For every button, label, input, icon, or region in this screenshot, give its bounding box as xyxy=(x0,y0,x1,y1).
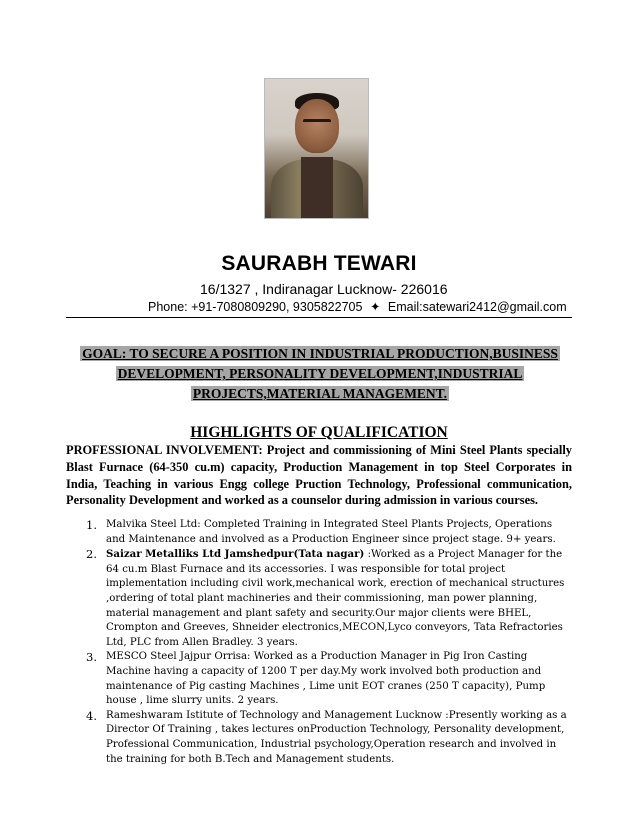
separator-icon: ✦ xyxy=(369,300,381,314)
career-goal xyxy=(80,344,560,404)
contact-line xyxy=(148,299,567,314)
item-text: MESCO Steel Jajpur Orrisa: Worked as a Production Manager in Pig Iron Casting Machine having a capacity of 1200 T per day.My work involved both production and maintenance of Pig casting Machines , Lime unit EOT cranes (250 T capacity), Pump house , lime slurry units. 2 years. xyxy=(106,651,546,707)
list-number: 1. xyxy=(86,518,97,532)
item-text: Malvika Steel Ltd: Completed Training in Integrated Steel Plants Projects, Operations and Maintenance and involved as a Production Engineer since project stage. 9+ years. xyxy=(106,519,556,545)
item-company: Saizar Metalliks Ltd Jamshedpur(Tata nagar) xyxy=(106,548,365,561)
list-item xyxy=(66,709,572,767)
section-heading: HIGHLIGHTS OF QUALIFICATION xyxy=(190,424,448,441)
email-address[interactable]: Email:satewari2412@gmail.com xyxy=(387,300,567,314)
address: 16/1327 , Indiranagar Lucknow- 226016 xyxy=(200,281,448,297)
professional-involvement: PROFESSIONAL INVOLVEMENT: Project and commissioning of Mini Steel Plants specially Blast Furnace (64-350 cu.m) capacity, Production Management in top Steel Corporates in India, Teaching in various Engg college Pruction Technology, Professional communication, Personality Development and worked as a counselor during admission in various courses. xyxy=(66,443,572,508)
experience-list xyxy=(66,518,572,767)
header-divider xyxy=(66,317,572,318)
list-item xyxy=(66,547,572,650)
career-goal-text: GOAL: TO SECURE A POSITION IN INDUSTRIAL PRODUCTION,BUSINESS DEVELOPMENT, PERSONALITY DEVELOPMENT,INDUSTRIAL PROJECTS,MATERIAL MANAGEMENT. xyxy=(82,346,558,401)
list-number: 2. xyxy=(86,547,97,562)
list-item xyxy=(66,518,572,547)
photo-shirt xyxy=(301,157,333,219)
list-number: 3. xyxy=(86,650,97,665)
list-number: 4. xyxy=(86,708,97,723)
item-text: Rameshwaram Istitute of Technology and Management Lucknow :Presently working as a Director Of Training , takes lectures onProduction Technology, Personality development, Professional Communication, Industrial psychology,Operation research and involved in the training for both B.Tech and Management students. xyxy=(106,709,567,765)
profile-photo xyxy=(264,78,369,219)
candidate-name: SAURABH TEWARI xyxy=(221,252,417,275)
list-item xyxy=(66,650,572,708)
item-text: :Worked as a Project Manager for the 64 cu.m Blast Furnace and its accessories. I was responsible for total project implementation including civil work,mechanical work, erection of mechanical structures ,ordering of total plant machineries and their commissioning, man power planning, material management and plant safety and security.Our major clients were BHEL, Crompton and Greeves, Shneider electronics,MECON,Lyco conveyors, Tata Refractories Ltd, PLC from Allen Bradley. 3 years. xyxy=(106,549,565,648)
phone-numbers: Phone: +91-7080809290, 9305822705 xyxy=(148,300,363,314)
photo-glasses xyxy=(303,119,331,128)
